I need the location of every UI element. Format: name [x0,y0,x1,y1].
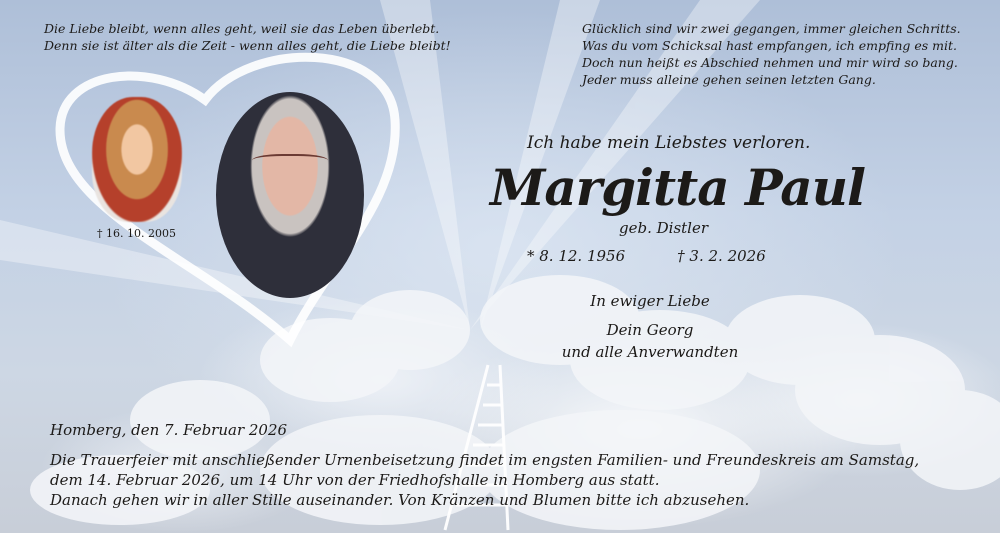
place-date: Homberg, den 7. Februar 2026 [50,421,288,439]
daughter-photo [92,97,182,222]
info-line: Die Trauerfeier mit anschließender Urnenbeisetzung findet im engsten Familien- und Freundeskreis am Samstag, [50,451,920,469]
daughter-death-date: † 16. 10. 2005 [97,227,176,240]
verse-left [44,20,451,54]
verse-right-line: Was du vom Schicksal hast empfangen, ich empfing es mit. [582,38,958,53]
signoff [540,290,760,363]
verse-right-line: Doch nun heißt es Abschied nehmen und mir wird so bang. [582,55,958,70]
intro-line: Ich habe mein Liebstes verloren. [527,133,811,153]
death-date: † 3. 2. 2026 [677,247,766,265]
signoff-line: In ewiger Liebe [590,292,710,310]
verse-left-line: Denn sie ist älter als die Zeit - wenn alles geht, die Liebe bleibt! [44,38,451,53]
birth-date: * 8. 12. 1956 [527,247,626,265]
info-line: Danach gehen wir in aller Stille auseinander. Von Kränzen und Blumen bitte ich abzusehen. [50,491,750,509]
signoff-line: und alle Anverwandten [561,343,739,361]
verse-right-line: Jeder muss alleine gehen seinen letzten Gang. [582,72,876,87]
info-line: dem 14. Februar 2026, um 14 Uhr von der Friedhofshalle in Homberg aus statt. [50,471,660,489]
signoff-line: Dein Georg [606,321,694,339]
maiden-name: geb. Distler [619,219,709,237]
verse-right [582,20,961,88]
life-dates [527,247,818,265]
glasses-detail [252,154,328,170]
verse-right-line: Glücklich sind wir zwei gegangen, immer gleichen Schritts. [582,21,961,36]
verse-left-line: Die Liebe bleibt, wenn alles geht, weil sie das Leben überlebt. [44,21,440,36]
funeral-info [50,450,919,510]
deceased-photo [216,92,364,298]
deceased-name: Margitta Paul [490,158,866,217]
